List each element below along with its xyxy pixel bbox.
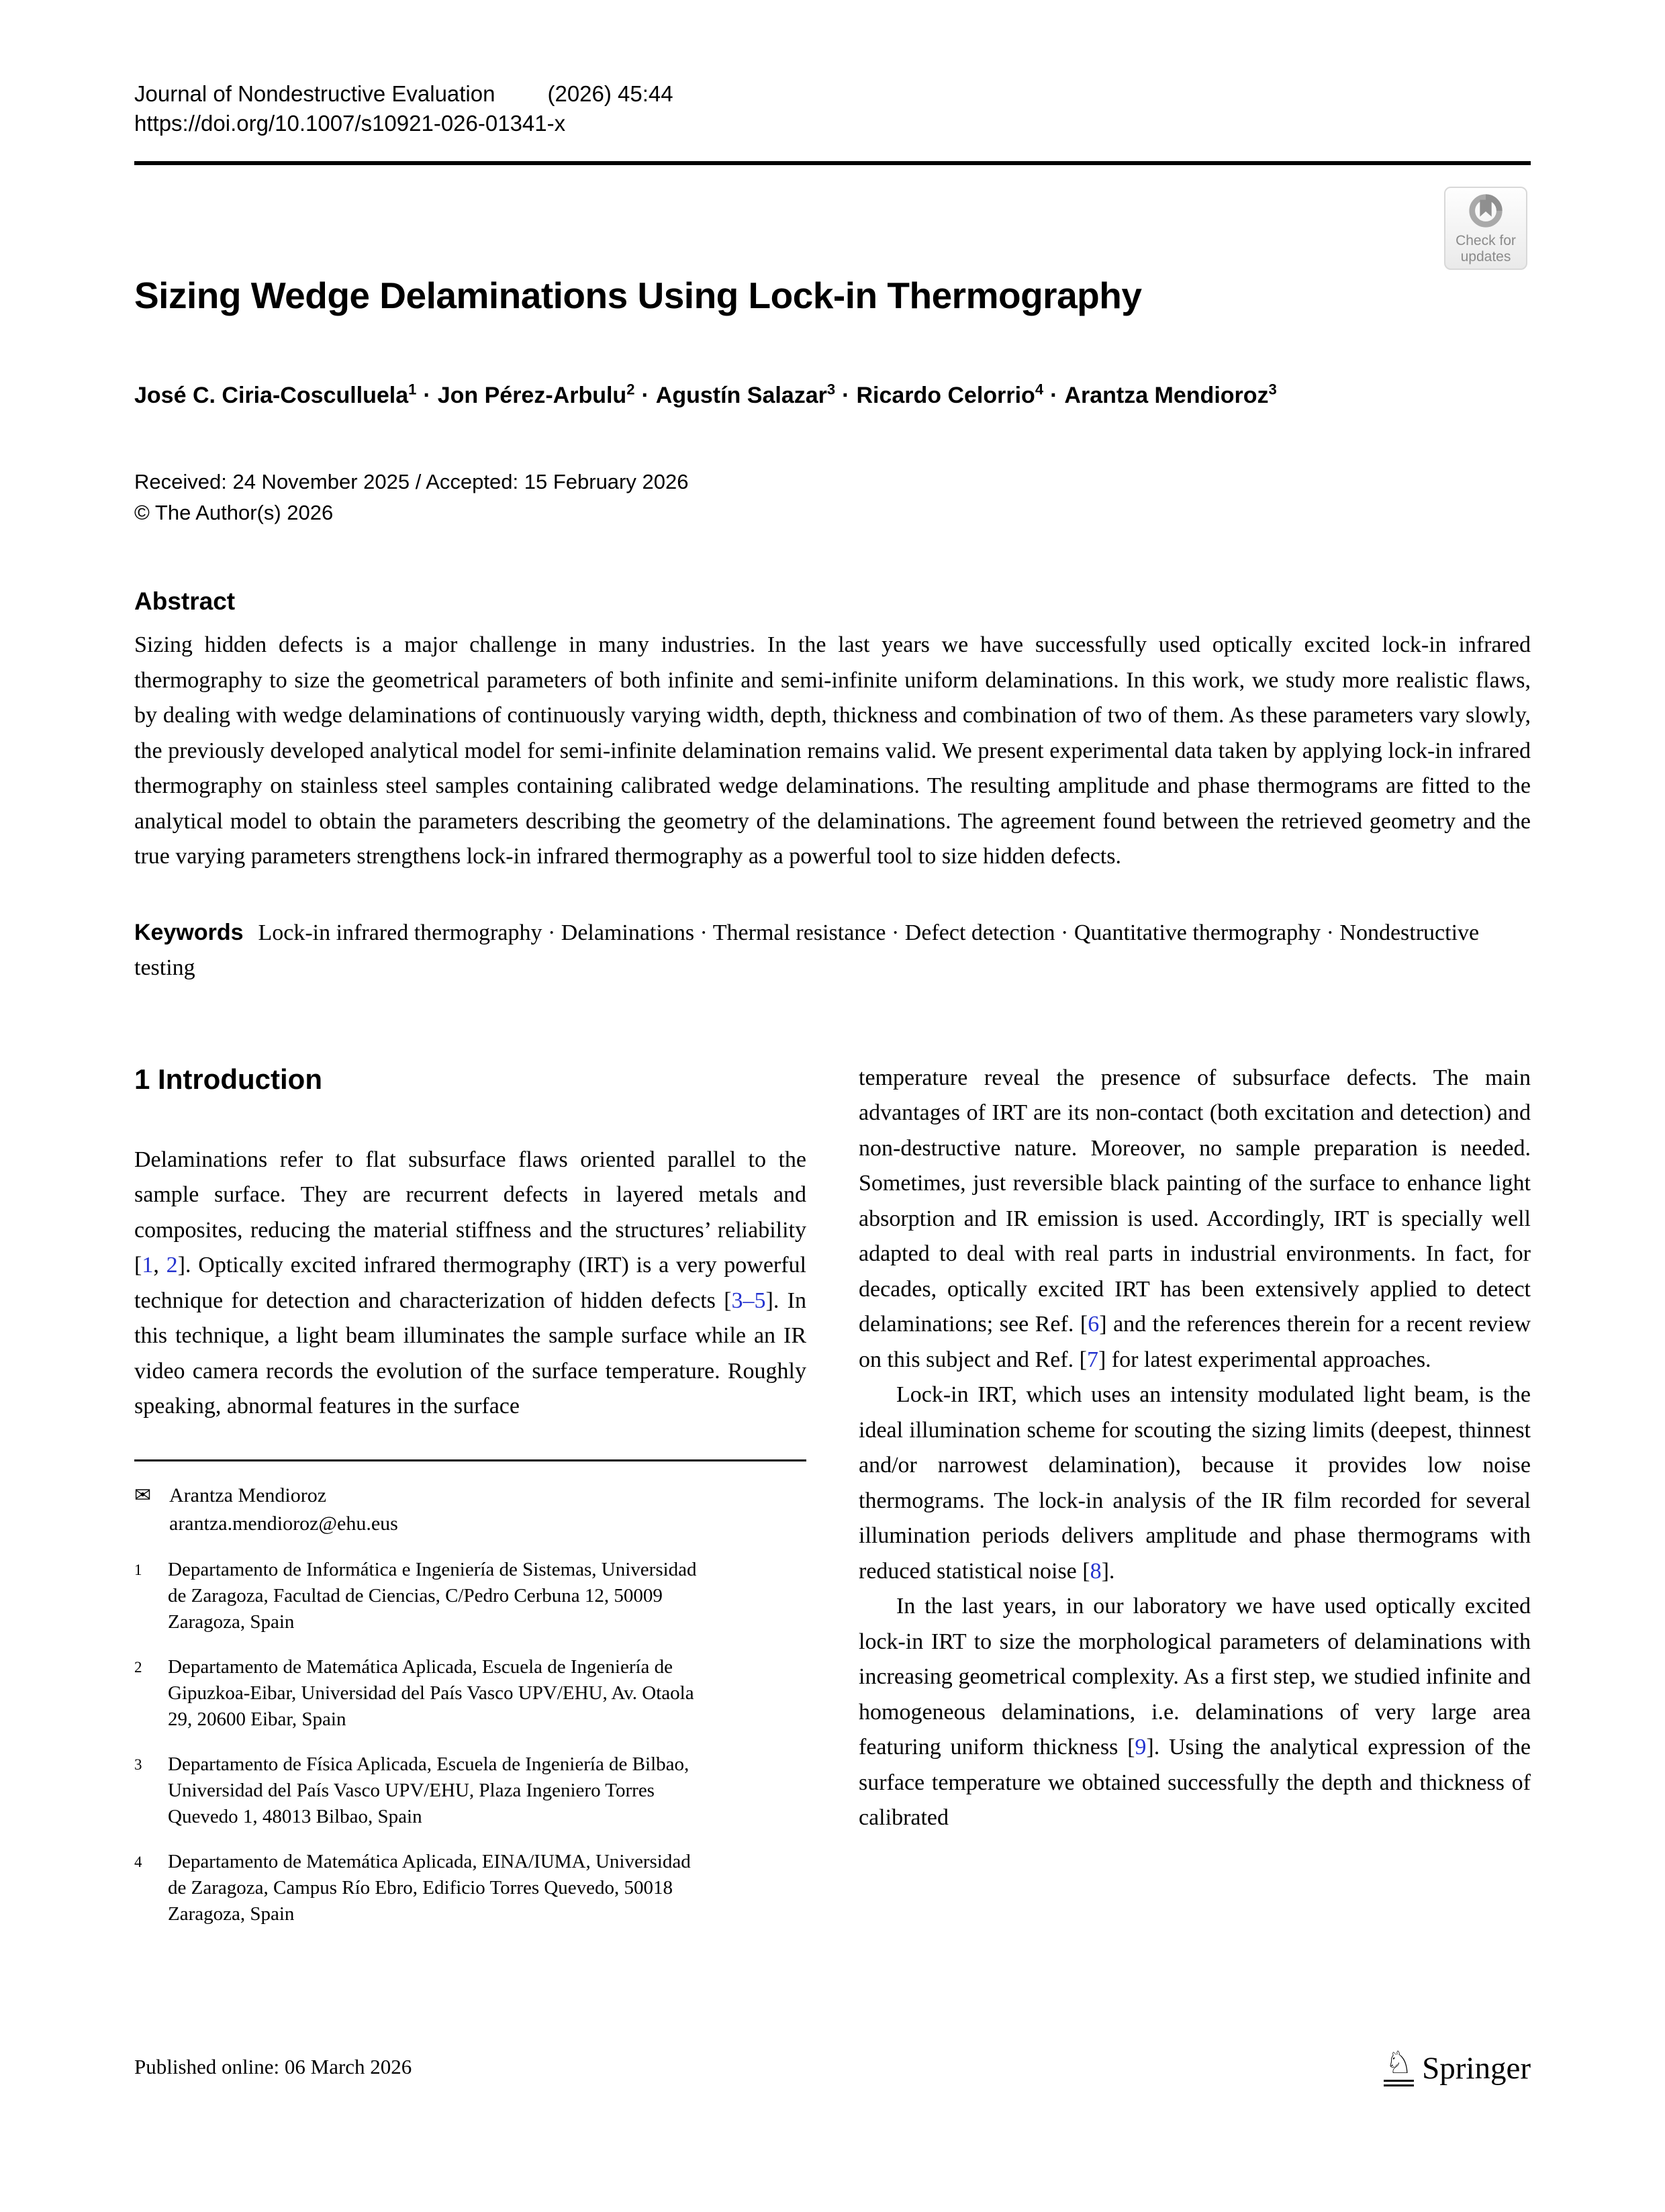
left-column: [134, 1061, 806, 1927]
text-segment: ]. Using the analytical expression of the surface temperature we obtained successfully the depth and thickness of calibrated: [859, 1735, 1531, 1831]
author-list: [134, 381, 1531, 409]
author-name: Ricardo Celorrio: [856, 383, 1035, 409]
right-column: [859, 1061, 1531, 1927]
author-affil-sup: 3: [1268, 381, 1277, 398]
footnote-block: [134, 1459, 806, 1927]
text-segment: ,: [153, 1253, 166, 1278]
intro-paragraph-right-2: [859, 1378, 1531, 1589]
text-segment: ] for latest experimental approaches.: [1098, 1347, 1431, 1372]
author-affil-sup: 1: [408, 381, 417, 398]
affiliation-item: [134, 1849, 806, 1927]
springer-logo: [1384, 2048, 1531, 2086]
text-segment: In the last years, in our laboratory we have used optically excited lock-in IRT to size the morphological parameters of delaminations with increasing geometrical complexity. As a first step, we studied infinite and homogeneous delaminations, i.e. delaminations of very large area featuring uniform thickness [: [859, 1594, 1531, 1760]
section-heading-introduction: 1 Introduction: [134, 1063, 322, 1095]
author-name: José C. Ciria-Cosculluela: [134, 383, 409, 409]
affiliation-text: Departamento de Física Aplicada, Escuela de Ingeniería de Bilbao, Universidad del País Vasco UPV/EHU, Plaza Ingeniero Torres Quevedo 1, 48013 Bilbao, Spain: [168, 1753, 689, 1827]
text-segment: ].: [1101, 1558, 1115, 1584]
badge-line1: Check for: [1456, 233, 1516, 248]
keywords-block: [134, 915, 1531, 985]
journal-header: [134, 79, 1531, 138]
text-segment: ]. Optically excited infrared thermography (IRT) is a very powerful technique for detection and characterization of hidden defects [: [134, 1253, 807, 1313]
body-columns: [134, 1061, 1531, 1927]
doi-link[interactable]: https://doi.org/10.1007/s10921-026-01341-x: [134, 111, 566, 136]
author-name: Jon Pérez-Arbulu: [437, 383, 627, 409]
intro-paragraph-left: [134, 1143, 806, 1425]
author: [134, 383, 416, 408]
text-segment: ]. In this technique, a light beam illuminates the sample surface while an IR video camera records the evolution of the surface temperature. Roughly speaking, abnormal features in the surface: [134, 1288, 806, 1419]
reference-link[interactable]: 8: [1090, 1558, 1102, 1584]
affiliation-number: 1: [134, 1561, 142, 1578]
affiliation-item: [134, 1654, 806, 1733]
correspondence: [134, 1482, 806, 1538]
header-rule: [134, 161, 1531, 165]
affiliation-number: 2: [134, 1658, 142, 1676]
affiliation-text: Departamento de Matemática Aplicada, Escuela de Ingeniería de Gipuzkoa-Eibar, Universidad del País Vasco UPV/EHU, Av. Otaola 29, 20600 Eibar, Spain: [168, 1655, 694, 1730]
journal-name: Journal of Nondestructive Evaluation: [134, 81, 495, 106]
crossmark-icon: [1467, 221, 1505, 232]
corresponding-email[interactable]: arantza.mendioroz@ehu.eus: [169, 1512, 398, 1535]
author-name: Agustín Salazar: [655, 383, 827, 409]
intro-paragraph-right-1: [859, 1061, 1531, 1378]
author-name: Arantza Mendioroz: [1064, 383, 1269, 409]
page-footer: [134, 2048, 1531, 2086]
text-segment: temperature reveal the presence of subsurface defects. The main advantages of IRT are its non-contact (both excitation and detection) and non-destructive nature. Moreover, no sample preparation is needed. Sometimes, just reversible black painting of the surface to enhance light absorption and IR emission is used. Accordingly, IRT is specially well adapted to deal with real parts in industrial environments. In fact, for decades, optically excited IRT has been extensively applied to detect delaminations; see Ref. [: [859, 1065, 1531, 1337]
abstract-text: Sizing hidden defects is a major challenge in many industries. In the last years we have successfully used optically excited lock-in infrared thermography to size the geometrical parameters of both infinite and semi-infinite uniform delaminations. In this work, we study more realistic flaws, by dealing with wedge delaminations of continuously varying width, depth, thickness and combination of two of them. As these parameters vary slowly, the previously developed analytical model for semi-infinite delamination remains valid. We present experimental data taken by applying lock-in infrared thermography on stainless steel samples containing calibrated wedge delaminations. The resulting amplitude and phase thermograms are fitted to the analytical model to obtain the parameters describing the geometry of the delaminations. The agreement found between the retrieved geometry and the true varying parameters strengthens lock-in infrared thermography as a powerful tool to size hidden defects.: [134, 632, 1531, 869]
badge-line2: updates: [1460, 249, 1511, 265]
correspondence-details: [169, 1482, 398, 1538]
affiliation-text: Departamento de Informática e Ingeniería de Sistemas, Universidad de Zaragoza, Facultad de Ciencias, C/Pedro Cerbuna 12, 50009 Zaragoza, Spain: [168, 1558, 697, 1633]
reference-link[interactable]: 9: [1135, 1735, 1147, 1760]
text-segment: Lock-in IRT, which uses an intensity modulated light beam, is the ideal illumination scheme for scouting the sizing limits (deepest, thinnest and/or narrowest delamination), because it provides low noise thermograms. The lock-in analysis of the IR film recorded for several illumination periods delivers amplitude and phase thermograms with reduced statistical noise [: [859, 1382, 1531, 1584]
corresponding-author: Arantza Mendioroz: [169, 1484, 327, 1506]
author-affil-sup: 2: [626, 381, 635, 398]
reference-link[interactable]: 6: [1088, 1312, 1100, 1337]
keywords-text: Lock-in infrared thermography · Delaminations · Thermal resistance · Defect detection · Quantitative thermography · Nondestructive testing: [134, 920, 1480, 980]
author: [856, 383, 1043, 408]
envelope-icon: ✉: [134, 1484, 152, 1506]
dates-block: [134, 467, 1531, 528]
affiliation-number: 4: [134, 1853, 142, 1870]
author-separator: ·: [842, 383, 850, 409]
author: [656, 383, 835, 408]
intro-paragraph-right-3: [859, 1589, 1531, 1836]
journal-issue: (2026) 45:44: [547, 81, 673, 106]
copyright-line: © The Author(s) 2026: [134, 501, 334, 525]
author-affil-sup: 3: [826, 381, 836, 398]
text-segment: Delaminations refer to flat subsurface flaws oriented parallel to the sample surface. They are recurrent defects in layered metals and composites, reducing the material stiffness and the structures’ reliability [: [134, 1147, 806, 1278]
author-affil-sup: 4: [1035, 381, 1044, 398]
affiliation-item: [134, 1751, 806, 1830]
reference-link[interactable]: 3–5: [731, 1288, 766, 1313]
affiliation-text: Departamento de Matemática Aplicada, EINA/IUMA, Universidad de Zaragoza, Campus Río Ebro, Edificio Torres Quevedo, 50018 Zaragoza, Spain: [168, 1850, 691, 1925]
affiliation-item: [134, 1557, 806, 1635]
published-online: Published online: 06 March 2026: [134, 2055, 412, 2078]
author-separator: ·: [641, 383, 649, 409]
author-separator: ·: [423, 383, 431, 409]
author: [1064, 383, 1276, 408]
received-accepted: Received: 24 November 2025 / Accepted: 15 February 2026: [134, 470, 689, 494]
springer-wordmark: Springer: [1422, 2051, 1531, 2086]
author: [438, 383, 635, 408]
author-separator: ·: [1050, 383, 1058, 409]
springer-knight-icon: ♘: [1384, 2048, 1414, 2086]
page-title: Sizing Wedge Delaminations Using Lock-in Thermography: [134, 275, 1142, 316]
text-segment: ] and the references therein for a recent review on this subject and Ref. [: [859, 1312, 1531, 1372]
reference-link[interactable]: 1: [142, 1253, 154, 1278]
reference-link[interactable]: 2: [166, 1253, 178, 1278]
abstract-heading: Abstract: [134, 587, 236, 616]
keywords-heading: Keywords: [134, 919, 244, 945]
reference-link[interactable]: 7: [1086, 1347, 1098, 1372]
affiliation-number: 3: [134, 1756, 142, 1773]
check-for-updates-badge[interactable]: [1444, 187, 1527, 270]
